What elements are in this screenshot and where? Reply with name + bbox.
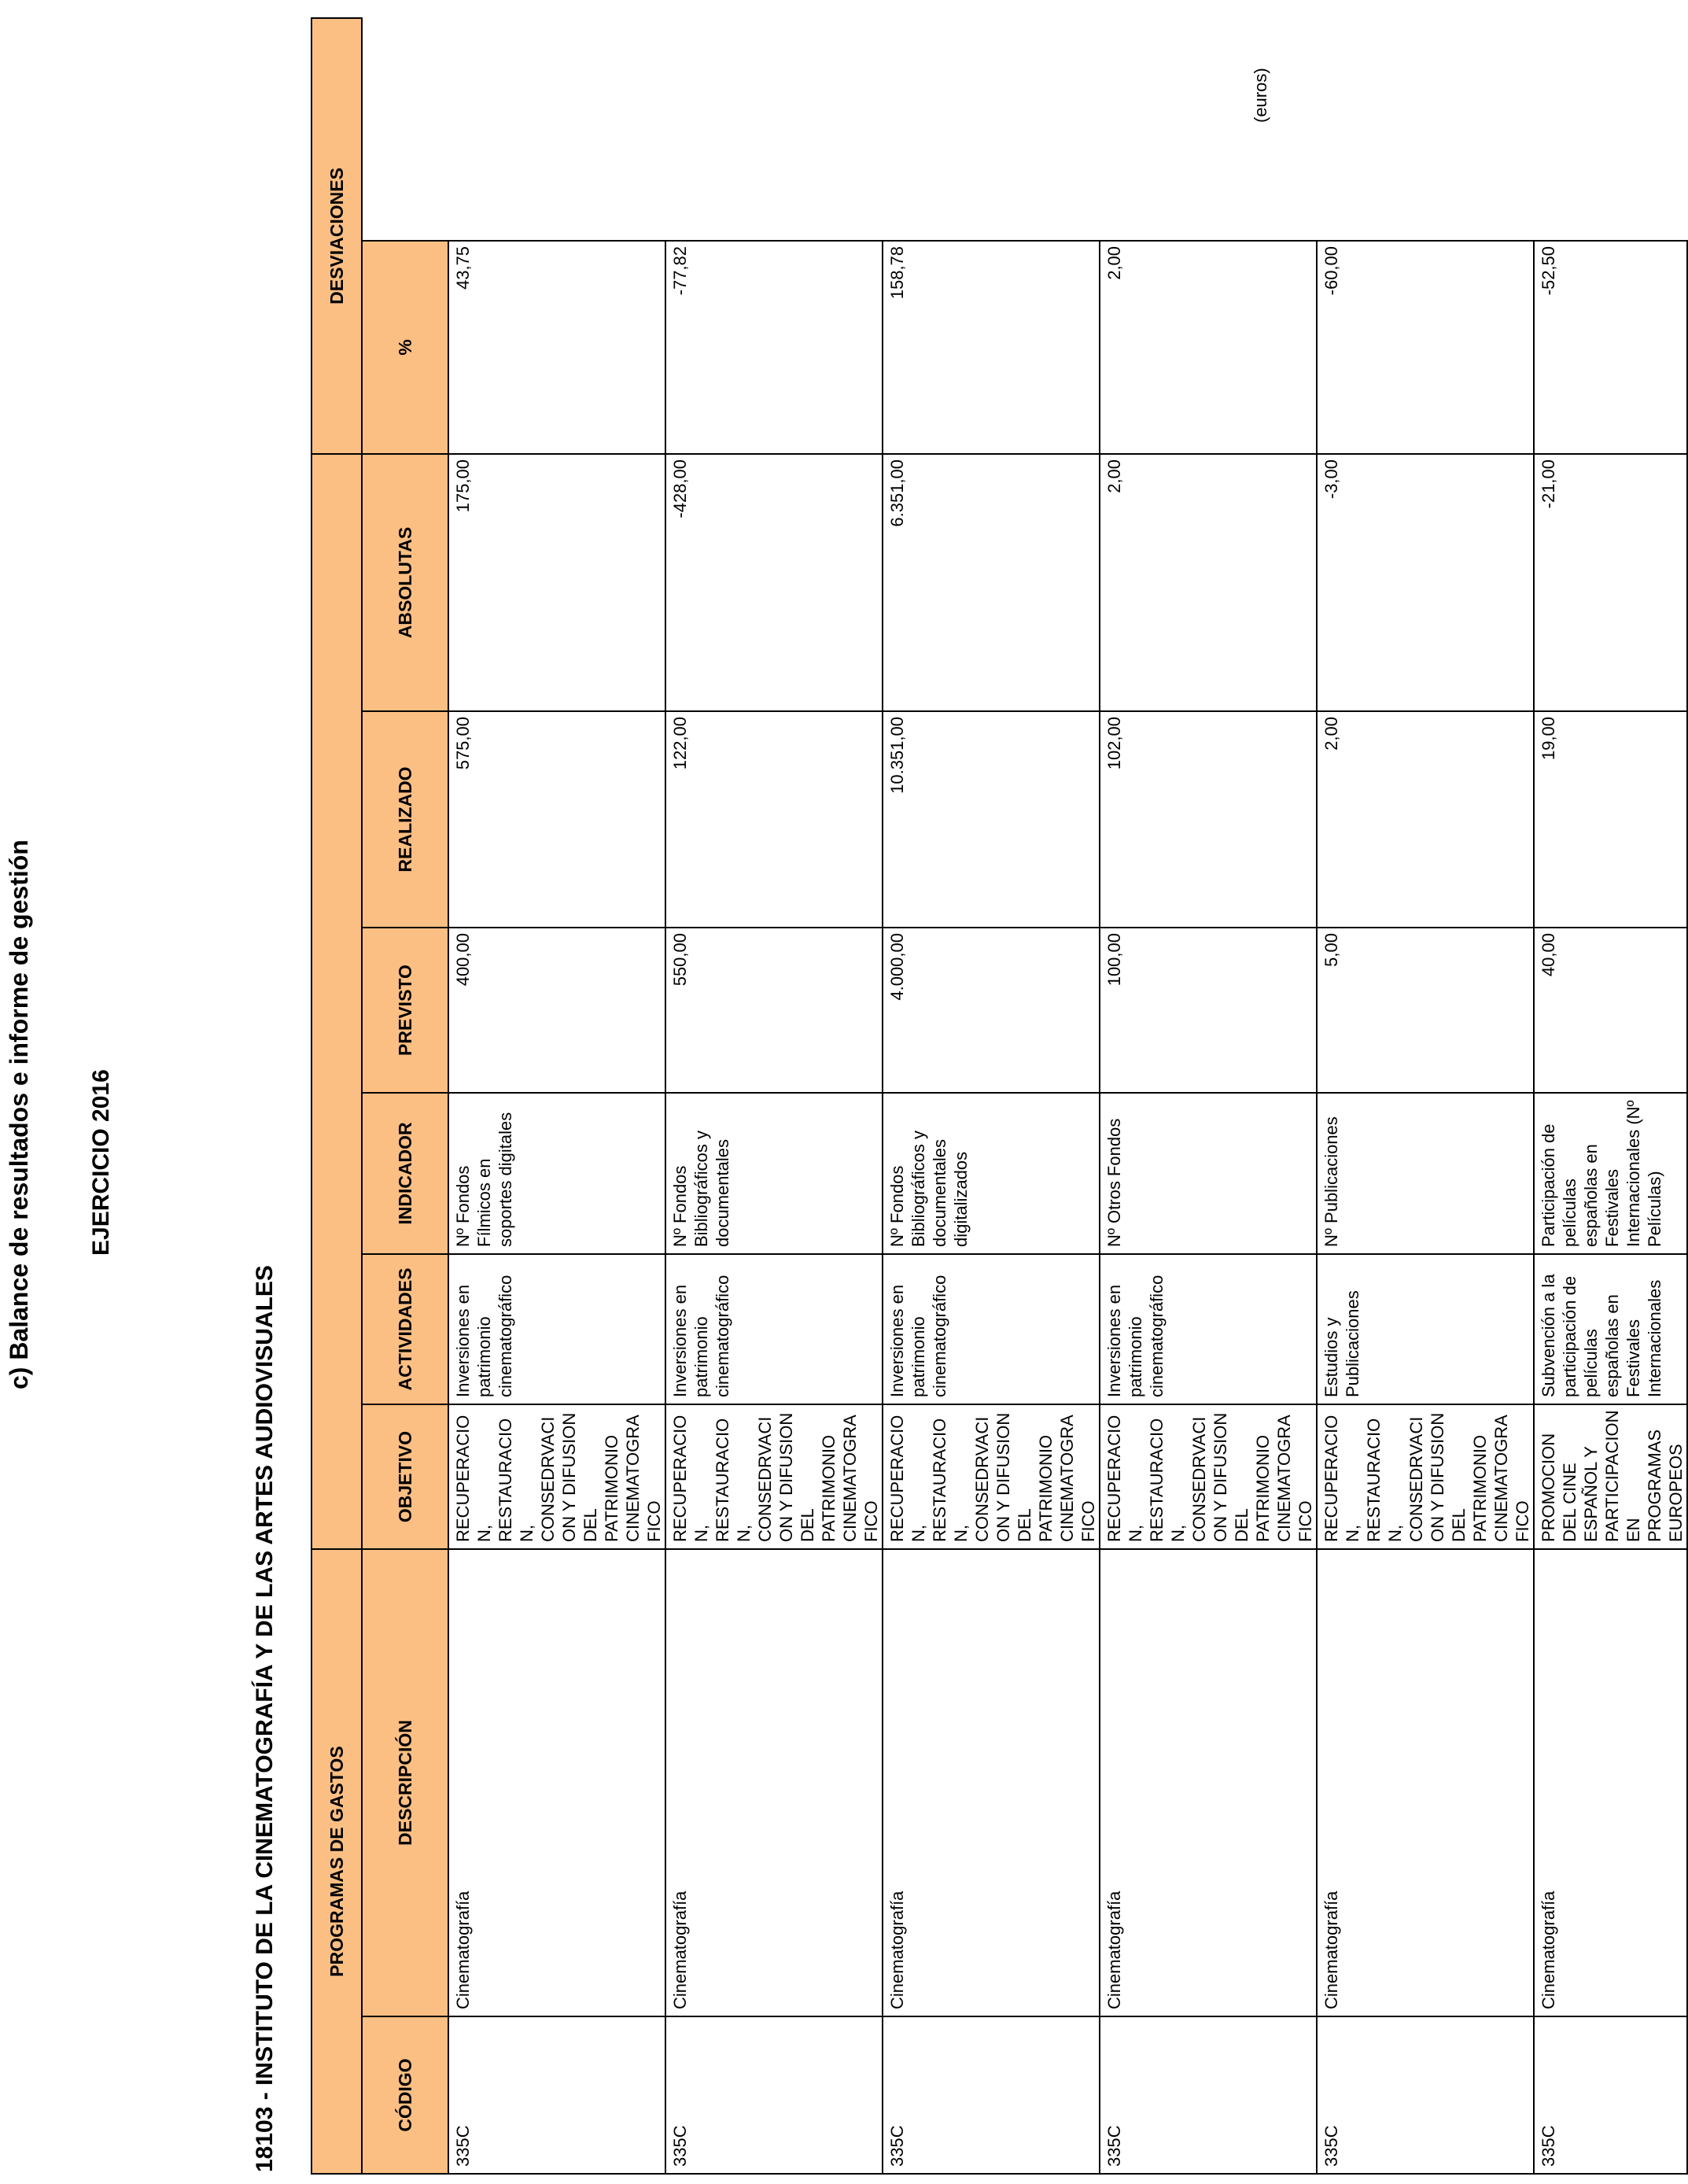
cell-actividades: Inversiones en patrimonio cinematográfico: [1100, 1254, 1317, 1404]
col-header-previsto: PREVISTO: [362, 928, 448, 1093]
results-table: [311, 17, 1688, 2175]
units-label: (euros): [1251, 68, 1270, 123]
table-row: [1317, 18, 1534, 2174]
cell-objetivo: PROMOCION DEL CINE ESPAÑOL Y PARTICIPACION EN PROGRAMAS EUROPEOS: [1534, 1404, 1687, 1549]
document-title: c) Balance de resultados e informe de gestión: [5, 839, 33, 1389]
cell-descripcion: Cinematografía: [1100, 1549, 1317, 2016]
cell-actividades: Inversiones en patrimonio cinematográfico: [448, 1254, 665, 1404]
group-header-row: [311, 18, 362, 2174]
entity-title: 18103 - INSTITUTO DE LA CINEMATOGRAFÍA Y DE LAS ARTES AUDIOVISUALES: [252, 1265, 278, 2172]
group-header-desviaciones: DESVIACIONES: [311, 18, 362, 454]
cell-codigo: 335C: [883, 2016, 1100, 2174]
cell-absolutas: 175,00: [448, 454, 665, 711]
col-header-absolutas: ABSOLUTAS: [362, 454, 448, 711]
cell-previsto: 100,00: [1100, 928, 1317, 1093]
table-row: [665, 18, 883, 2174]
cell-previsto: 400,00: [448, 928, 665, 1093]
cell-actividades: Subvención a la participación de películas españolas en Festivales Internacionales: [1534, 1254, 1687, 1404]
col-header-realizado: REALIZADO: [362, 711, 448, 928]
cell-indicador: Nº Fondos Bibliográficos y documentales: [665, 1093, 883, 1254]
group-header-blank: [311, 454, 362, 1549]
cell-codigo: 335C: [1534, 2016, 1687, 2174]
cell-previsto: 40,00: [1534, 928, 1687, 1093]
cell-porcentaje: -60,00: [1317, 241, 1534, 454]
cell-descripcion: Cinematografía: [883, 1549, 1100, 2016]
cell-objetivo: RECUPERACION, RESTAURACION, CONSEDRVACION Y DIFUSION DEL PATRIMONIO CINEMATOGRAFICO: [1317, 1404, 1534, 1549]
cell-actividades: Inversiones en patrimonio cinematográfico: [883, 1254, 1100, 1404]
cell-indicador: Participación de películas españolas en Festivales Internacionales (Nº Películas): [1534, 1093, 1687, 1254]
cell-absolutas: -21,00: [1534, 454, 1687, 711]
cell-codigo: 335C: [1317, 2016, 1534, 2174]
cell-indicador: Nº Publicaciones: [1317, 1093, 1534, 1254]
cell-objetivo: RECUPERACION, RESTAURACION, CONSEDRVACION Y DIFUSION DEL PATRIMONIO CINEMATOGRAFICO: [883, 1404, 1100, 1549]
cell-realizado: 102,00: [1100, 711, 1317, 928]
cell-codigo: 335C: [1100, 2016, 1317, 2174]
cell-porcentaje: -52,50: [1534, 241, 1687, 454]
col-header-codigo: CÓDIGO: [362, 2016, 448, 2174]
cell-realizado: 2,00: [1317, 711, 1534, 928]
cell-codigo: 335C: [665, 2016, 883, 2174]
cell-realizado: 10.351,00: [883, 711, 1100, 928]
col-header-objetivo: OBJETIVO: [362, 1404, 448, 1549]
cell-descripcion: Cinematografía: [1534, 1549, 1687, 2016]
cell-descripcion: Cinematografía: [1317, 1549, 1534, 2016]
cell-objetivo: RECUPERACION, RESTAURACION, CONSEDRVACION Y DIFUSION DEL PATRIMONIO CINEMATOGRAFICO: [448, 1404, 665, 1549]
cell-actividades: Inversiones en patrimonio cinematográfico: [665, 1254, 883, 1404]
cell-codigo: 335C: [448, 2016, 665, 2174]
cell-previsto: 550,00: [665, 928, 883, 1093]
cell-indicador: Nº Fondos Fílmicos en soportes digitales: [448, 1093, 665, 1254]
column-header-row: [362, 18, 448, 2174]
cell-previsto: 5,00: [1317, 928, 1534, 1093]
cell-absolutas: -428,00: [665, 454, 883, 711]
cell-realizado: 122,00: [665, 711, 883, 928]
cell-porcentaje: 2,00: [1100, 241, 1317, 454]
cell-descripcion: Cinematografía: [665, 1549, 883, 2016]
cell-realizado: 575,00: [448, 711, 665, 928]
cell-porcentaje: 158,78: [883, 241, 1100, 454]
col-header-porcentaje: %: [362, 241, 448, 454]
cell-absolutas: 6.351,00: [883, 454, 1100, 711]
cell-previsto: 4.000,00: [883, 928, 1100, 1093]
cell-objetivo: RECUPERACION, RESTAURACION, CONSEDRVACION Y DIFUSION DEL PATRIMONIO CINEMATOGRAFICO: [1100, 1404, 1317, 1549]
table-row: [1100, 18, 1317, 2174]
cell-objetivo: RECUPERACION, RESTAURACION, CONSEDRVACION Y DIFUSION DEL PATRIMONIO CINEMATOGRAFICO: [665, 1404, 883, 1549]
cell-realizado: 19,00: [1534, 711, 1687, 928]
col-header-actividades: ACTIVIDADES: [362, 1254, 448, 1404]
cell-actividades: Estudios y Publicaciones: [1317, 1254, 1534, 1404]
document-subtitle: EJERCICIO 2016: [88, 1069, 114, 1256]
table-row: [448, 18, 665, 2174]
cell-indicador: Nº Fondos Bibliográficos y documentales digitalizados: [883, 1093, 1100, 1254]
group-header-programas: PROGRAMAS DE GASTOS: [311, 1549, 362, 2174]
col-header-indicador: INDICADOR: [362, 1093, 448, 1254]
cell-descripcion: Cinematografía: [448, 1549, 665, 2016]
table-row: [883, 18, 1100, 2174]
cell-indicador: Nº Otros Fondos: [1100, 1093, 1317, 1254]
cell-absolutas: 2,00: [1100, 454, 1317, 711]
cell-absolutas: -3,00: [1317, 454, 1534, 711]
col-header-descripcion: DESCRIPCIÓN: [362, 1549, 448, 2016]
cell-porcentaje: 43,75: [448, 241, 665, 454]
table-row: [1534, 18, 1687, 2174]
cell-porcentaje: -77,82: [665, 241, 883, 454]
